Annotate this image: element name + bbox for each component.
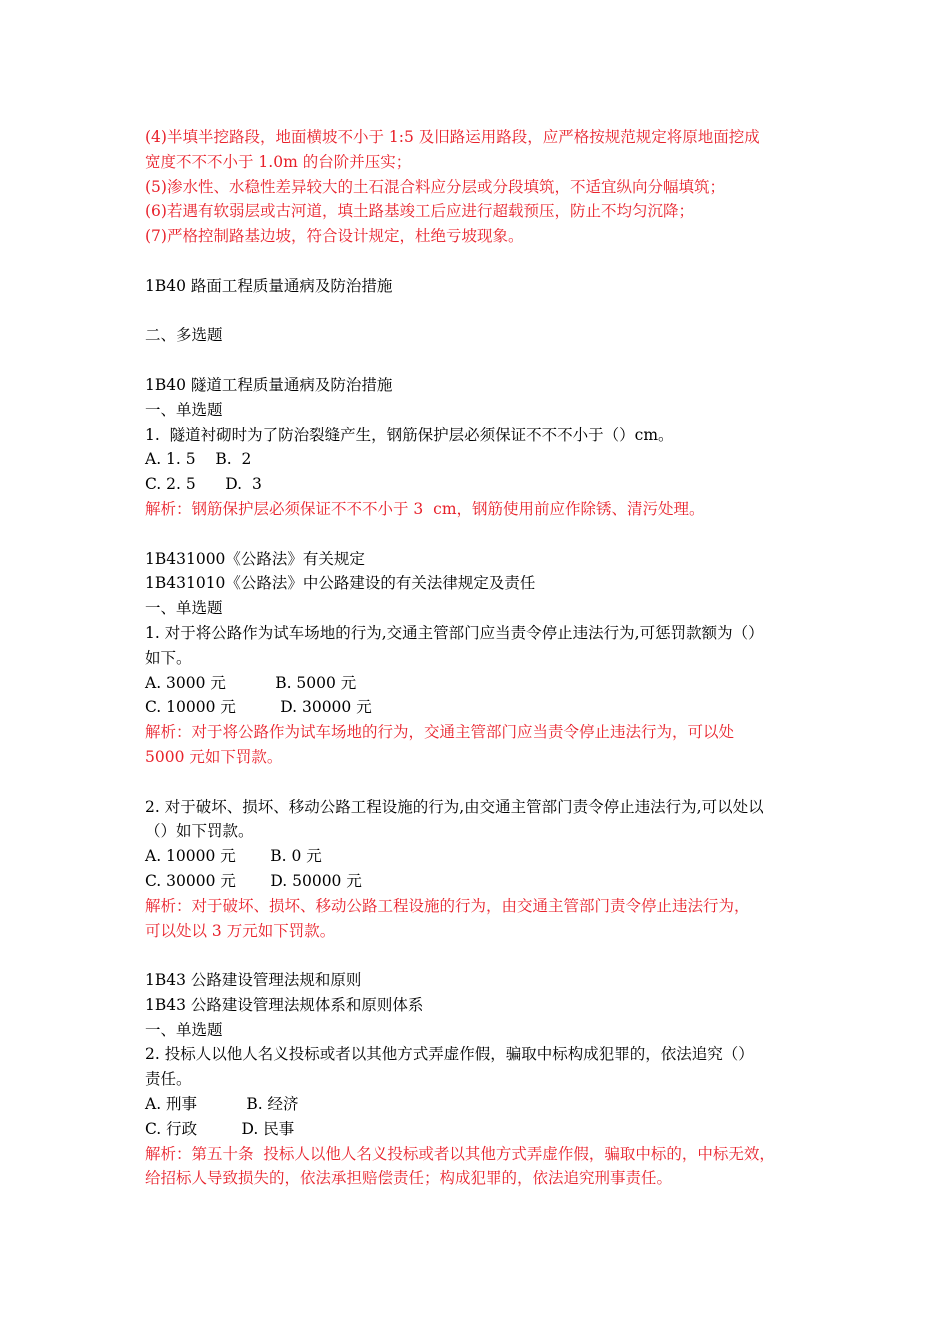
answer-explanation: 解析：对于破坏、损坏、移动公路工程设施的行为，由交通主管部门责令停止违法行为，	[145, 896, 750, 915]
options-cd: C. 10000 元 D. 30000 元	[145, 698, 372, 717]
question-text: 1. 隧道衬砌时为了防治裂缝产生，钢筋保护层必须保证不不不小于（）cm。	[145, 425, 674, 444]
answer-explanation: 解析：对于将公路作为试车场地的行为，交通主管部门应当责令停止违法行为，可以处	[145, 723, 735, 742]
options-cd: C. 30000 元 D. 50000 元	[145, 871, 362, 890]
note-4-line-2: 宽度不不不小于 1.0m 的台阶并压实；	[145, 152, 412, 171]
section-road-heading: 1B40 路面工程质量通病及防治措施	[145, 276, 393, 295]
tunnel-heading: 1B40 隧道工程质量通病及防治措施	[145, 375, 393, 394]
options-ab: A. 10000 元 B. 0 元	[145, 847, 322, 866]
document-page	[145, 125, 825, 1191]
answer-explanation: 5000 元如下罚款。	[145, 747, 283, 766]
mgmt-heading: 1B43 公路建设管理法规和原则	[145, 971, 362, 990]
options-cd: C. 2. 5 D. 3	[145, 475, 262, 494]
options-ab: A. 1. 5 B. 2	[145, 450, 252, 469]
question-text: 2. 对于破坏、损坏、移动公路工程设施的行为,由交通主管部门责令停止违法行为,可以处以	[145, 797, 764, 816]
options-cd: C. 行政 D. 民事	[145, 1119, 295, 1138]
options-ab: A. 刑事 B. 经济	[145, 1095, 299, 1114]
multi-choice-heading: 二、多选题	[145, 326, 223, 345]
question-text: 2. 投标人以他人名义投标或者以其他方式弄虚作假，骗取中标构成犯罪的，依法追究（）	[145, 1045, 754, 1064]
question-text: （）如下罚款。	[145, 822, 254, 841]
answer-explanation: 可以处以 3 万元如下罚款。	[145, 921, 336, 940]
law-subheading: 1B431010《公路法》中公路建设的有关法律规定及责任	[145, 574, 536, 593]
question-text: 如下。	[145, 648, 192, 667]
answer-explanation: 解析：钢筋保护层必须保证不不不小于 3 cm，钢筋使用前应作除锈、清污处理。	[145, 499, 705, 518]
note-6: (6)若遇有软弱层或古河道，填土路基竣工后应进行超载预压，防止不均匀沉降；	[145, 202, 694, 221]
question-text: 1. 对于将公路作为试车场地的行为,交通主管部门应当责令停止违法行为,可惩罚款额为（）	[145, 623, 764, 642]
note-4-line-1: (4)半填半挖路段，地面横坡不小于 1:5 及旧路运用路段，应严格按规范规定将原地面挖成	[145, 128, 760, 146]
mgmt-subheading: 1B43 公路建设管理法规体系和原则体系	[145, 995, 424, 1014]
question-type: 一、单选题	[145, 599, 223, 618]
question-type: 一、单选题	[145, 400, 223, 419]
question-text: 责任。	[145, 1070, 192, 1089]
note-5: (5)渗水性、水稳性差异较大的土石混合料应分层或分段填筑，不适宜纵向分幅填筑；	[145, 177, 725, 196]
answer-explanation: 给招标人导致损失的，依法承担赔偿责任；构成犯罪的，依法追究刑事责任。	[145, 1169, 673, 1188]
question-type: 一、单选题	[145, 1020, 223, 1039]
answer-explanation: 解析：第五十条 投标人以他人名义投标或者以其他方式弄虚作假，骗取中标的，中标无效，	[145, 1144, 775, 1163]
options-ab: A. 3000 元 B. 5000 元	[145, 673, 357, 692]
note-7: (7)严格控制路基边坡，符合设计规定，杜绝亏坡现象。	[145, 227, 524, 246]
law-heading: 1B431000《公路法》有关规定	[145, 549, 365, 568]
